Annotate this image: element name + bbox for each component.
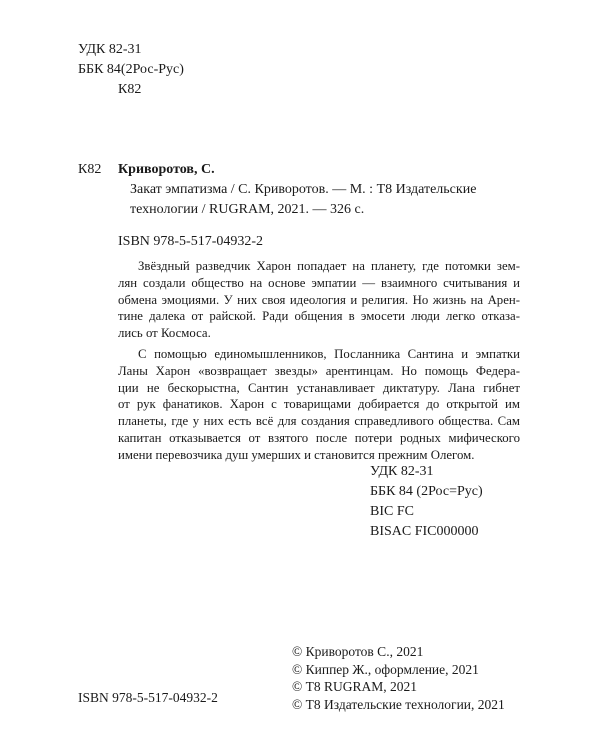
annotation-line: капитан отказывается от взятого после потери родных мифического — [118, 430, 520, 445]
classification-block — [370, 462, 483, 542]
description-line: технологии / RUGRAM, 2021. — 326 с. — [130, 202, 365, 217]
annotation-paragraph-2 — [118, 346, 520, 464]
annotation-line: тине далека от райской. Ради общения в эмосети люди легко отказа- — [118, 309, 520, 324]
annotation-line: обмена эмоциями. У них своя идеология и религия. Но жизнь на Арен- — [118, 292, 520, 307]
copyright-author: © Криворотов С., 2021 — [292, 644, 424, 659]
udk-code: УДК 82-31 — [370, 464, 434, 479]
annotation-line: Звёздный разведчик Харон попадает на планету, где потомки зем- — [138, 259, 520, 273]
entry-cutter-code: К82 — [78, 162, 102, 177]
bbk-code: ББК 84(2Рос-Рус) — [78, 62, 184, 77]
bbk-code: ББК 84 (2Рос=Рус) — [370, 484, 483, 499]
annotation-line: С помощью единомышленников, Посланника Сантина и эмпатки — [138, 346, 520, 361]
copyright-publisher: © Т8 Издательские технологии, 2021 — [292, 696, 505, 712]
udk-code: УДК 82-31 — [78, 42, 142, 57]
isbn-bottom: ISBN 978-5-517-04932-2 — [78, 690, 218, 705]
author-heading: Криворотов, С. — [118, 162, 215, 177]
cutter-code: К82 — [118, 82, 142, 97]
annotation-line: лян создали общество на основе эмпатии — взаимного считывания и — [118, 275, 520, 290]
copyright-notices — [292, 642, 505, 712]
copyright-design: © Киппер Ж., оформление, 2021 — [292, 661, 479, 677]
annotation-line: планеты, где у них есть всё для создания справедливого общества. Сам — [118, 414, 520, 429]
description-line: Закат эмпатизма / С. Криворотов. — М. : Т8 Издательские — [130, 182, 477, 197]
annotation-line: лись от Космоса. — [118, 326, 211, 341]
bibliographic-description — [130, 180, 520, 220]
isbn-entry: ISBN 978-5-517-04932-2 — [118, 234, 264, 249]
top-classification-codes — [78, 40, 184, 100]
annotation-line: Ланы Харон «возвращает звезды» арентинцам. Но помощь Федера- — [118, 363, 520, 378]
annotation-line: ции не бескорыстна, Сантин устанавливает диктатуру. Лана гибнет — [118, 380, 520, 395]
annotation — [118, 258, 520, 464]
bisac-code: BISAC FIC000000 — [370, 524, 479, 539]
annotation-line: имени перевозчика душ умерших и становится прежним Олегом. — [118, 447, 475, 462]
bic-code: BIC FC — [370, 504, 414, 519]
annotation-paragraph-1 — [118, 258, 520, 342]
copyright-rugram: © Т8 RUGRAM, 2021 — [292, 679, 418, 694]
annotation-line: от рук фанатиков. Харон с товарищами добирается до открытой им — [118, 397, 520, 412]
